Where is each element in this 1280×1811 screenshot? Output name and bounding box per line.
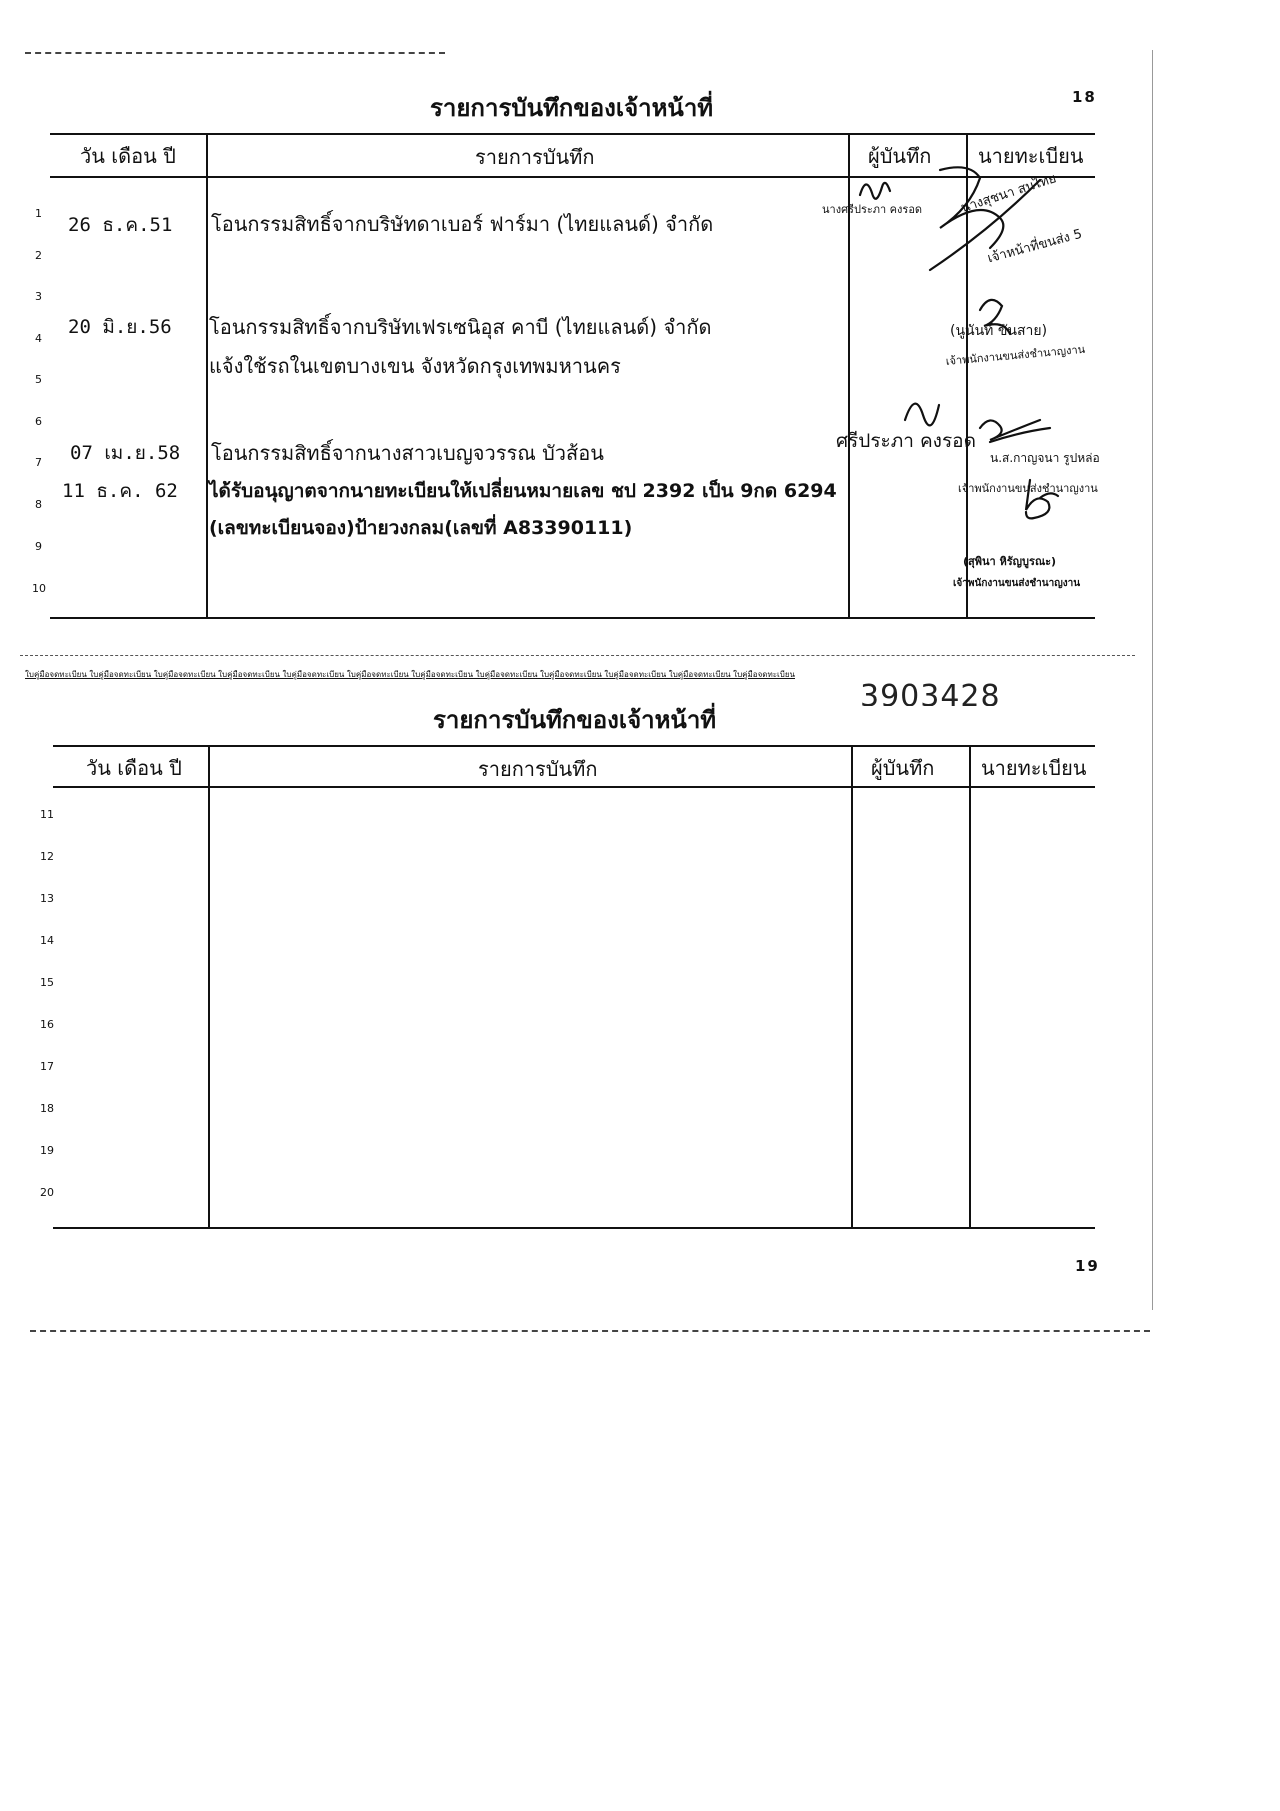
registrar-note-4-position: เจ้าพนักงานขนส่งชำนาญงาน <box>953 578 1081 589</box>
registrar-note-1-name: นางสุชนา สนไทย <box>959 171 1059 217</box>
lower-header-registrar: นายทะเบียน <box>981 756 1087 780</box>
entry-3-text: โอนกรรมสิทธิ์จากนางสาวเบญจวรรณ บัวส้อน <box>211 441 604 465</box>
lower-col-divider-recorder <box>969 745 971 1227</box>
entry-4-text-line2: (เลขทะเบียนจอง)ป้ายวงกลม(เลขที่ A83390111) <box>209 517 633 539</box>
header-registrar: นายทะเบียน <box>978 144 1084 168</box>
entry-2-text-line2: แจ้งใช้รถในเขตบางเขน จังหวัดกรุงเทพมหานคร <box>209 354 621 378</box>
line-number: 5 <box>35 373 42 386</box>
page-number-lower: 19 <box>1075 1257 1100 1275</box>
entry-1-recorder: นางศรีประภา คงรอด <box>822 203 923 216</box>
page-number-upper: 18 <box>1072 88 1097 106</box>
line-number: 3 <box>35 290 42 303</box>
header-date: วัน เดือน ปี <box>80 144 176 168</box>
page-right-edge <box>1152 50 1153 1310</box>
fold-line <box>20 655 1135 656</box>
handwritten-signatures <box>840 160 1140 620</box>
registrar-note-4-name: (สุพินา หิรัญบูรณะ) <box>963 555 1057 568</box>
entry-4-date: 11 ธ.ค. 62 <box>62 480 178 502</box>
line-number: 14 <box>40 934 54 947</box>
line-number: 10 <box>32 582 46 595</box>
entry-1-text: โอนกรรมสิทธิ์จากบริษัทดาเบอร์ ฟาร์มา (ไทยแลนด์) จำกัด <box>211 212 714 236</box>
registrar-note-1-position: เจ้าหน้าที่ขนส่ง 5 <box>986 226 1084 267</box>
line-number: 9 <box>35 540 42 553</box>
registrar-note-3-name: น.ส.กาญจนา รูปหล่อ <box>990 451 1100 465</box>
line-number: 11 <box>40 808 54 821</box>
lower-header-recorder: ผู้บันทึก <box>871 756 935 780</box>
lower-table-bottom-border <box>53 1227 1095 1229</box>
line-number: 17 <box>40 1060 54 1073</box>
line-number: 1 <box>35 207 42 220</box>
header-record: รายการบันทึก <box>475 145 595 169</box>
col-divider-date <box>206 133 208 617</box>
line-number: 15 <box>40 976 54 989</box>
header-recorder: ผู้บันทึก <box>868 144 932 168</box>
registrar-note-3-position: เจ้าพนักงานขนส่งชำนาญงาน <box>958 482 1098 495</box>
security-strip: ใบคู่มือจดทะเบียน ใบคู่มือจดทะเบียน ใบคู่มือจดทะเบียน ใบคู่มือจดทะเบียน ใบคู่มือจดทะเบียน ใบคู่มือจดทะเบียน ใบคู่มือจดทะเบียน ใบคู่มือจดทะเบียน ใบคู่มือจดทะเบียน ใบคู่มือจดทะเบียน ใบคู่มือจดทะเบียน ใบคู่มือจดทะเบียน <box>25 670 796 679</box>
line-number: 2 <box>35 249 42 262</box>
page-title-lower: รายการบันทึกของเจ้าหน้าที่ <box>433 705 717 734</box>
lower-col-divider-date <box>208 745 210 1227</box>
line-number: 7 <box>35 456 42 469</box>
line-number: 12 <box>40 850 54 863</box>
line-number: 16 <box>40 1018 54 1031</box>
line-number: 6 <box>35 415 42 428</box>
line-number: 18 <box>40 1102 54 1115</box>
registrar-note-2-position: เจ้าพนักงานขนส่งชำนาญงาน <box>945 342 1086 368</box>
scan-edge-top <box>25 52 445 54</box>
lower-header-record: รายการบันทึก <box>478 757 598 781</box>
page-title-upper: รายการบันทึกของเจ้าหน้าที่ <box>430 93 714 122</box>
entry-3-recorder: ศรีประภา คงรอด <box>836 430 976 452</box>
line-number: 13 <box>40 892 54 905</box>
entry-2-text: โอนกรรมสิทธิ์จากบริษัทเฟรเซนิอุส คาบี (ไทยแลนด์) จำกัด <box>209 315 712 339</box>
entry-4-text: ได้รับอนุญาตจากนายทะเบียนให้เปลี่ยนหมายเลข ชป 2392 เป็น 9กด 6294 <box>209 480 837 502</box>
line-number: 8 <box>35 498 42 511</box>
scan-edge-bottom <box>30 1330 1150 1332</box>
entry-3-date: 07 เม.ย.58 <box>70 442 181 464</box>
entry-1-date: 26 ธ.ค.51 <box>68 214 173 236</box>
entry-2-date: 20 มิ.ย.56 <box>68 316 172 338</box>
line-number: 4 <box>35 332 42 345</box>
registrar-note-2-name: (นูนันท์ ขันสาย) <box>950 323 1048 339</box>
line-number: 19 <box>40 1144 54 1157</box>
document-serial-number: 3903428 <box>860 679 1001 706</box>
lower-header-date: วัน เดือน ปี <box>86 756 182 780</box>
lower-col-divider-record <box>851 745 853 1227</box>
line-number: 20 <box>40 1186 54 1199</box>
